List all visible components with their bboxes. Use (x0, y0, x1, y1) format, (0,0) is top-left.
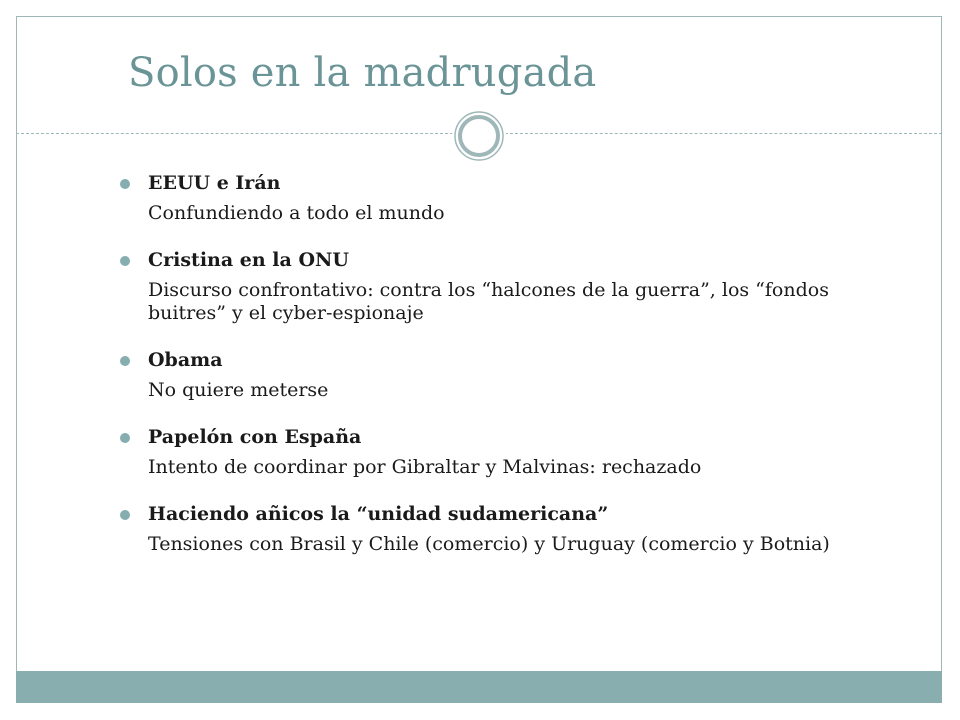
footer-bar (16, 671, 942, 703)
bullet-icon (120, 256, 130, 266)
item-title: Cristina en la ONU (148, 249, 349, 271)
list-item (120, 170, 860, 225)
bullet-icon (120, 433, 130, 443)
bullet-icon (120, 510, 130, 520)
list-item (120, 424, 860, 479)
item-title: EEUU e Irán (148, 172, 281, 194)
circle-ornament-icon (452, 109, 506, 163)
item-description: Discurso confrontativo: contra los “halcones de la guerra”, los “fondos buitres” y el cyber-espionaje (148, 279, 829, 324)
list-item (120, 501, 860, 556)
bullet-icon (120, 356, 130, 366)
list-item (120, 247, 860, 325)
item-title: Papelón con España (148, 426, 362, 448)
item-title: Obama (148, 349, 223, 371)
item-title: Haciendo añicos la “unidad sudamericana” (148, 503, 609, 525)
bullet-icon (120, 179, 130, 189)
bullet-list (120, 170, 860, 578)
item-description: Confundiendo a todo el mundo (148, 202, 445, 224)
item-description: Intento de coordinar por Gibraltar y Malvinas: rechazado (148, 456, 702, 478)
slide-title: Solos en la madrugada (128, 50, 597, 96)
item-description: No quiere meterse (148, 379, 329, 401)
item-description: Tensiones con Brasil y Chile (comercio) y Uruguay (comercio y Botnia) (148, 533, 830, 555)
list-item (120, 347, 860, 402)
